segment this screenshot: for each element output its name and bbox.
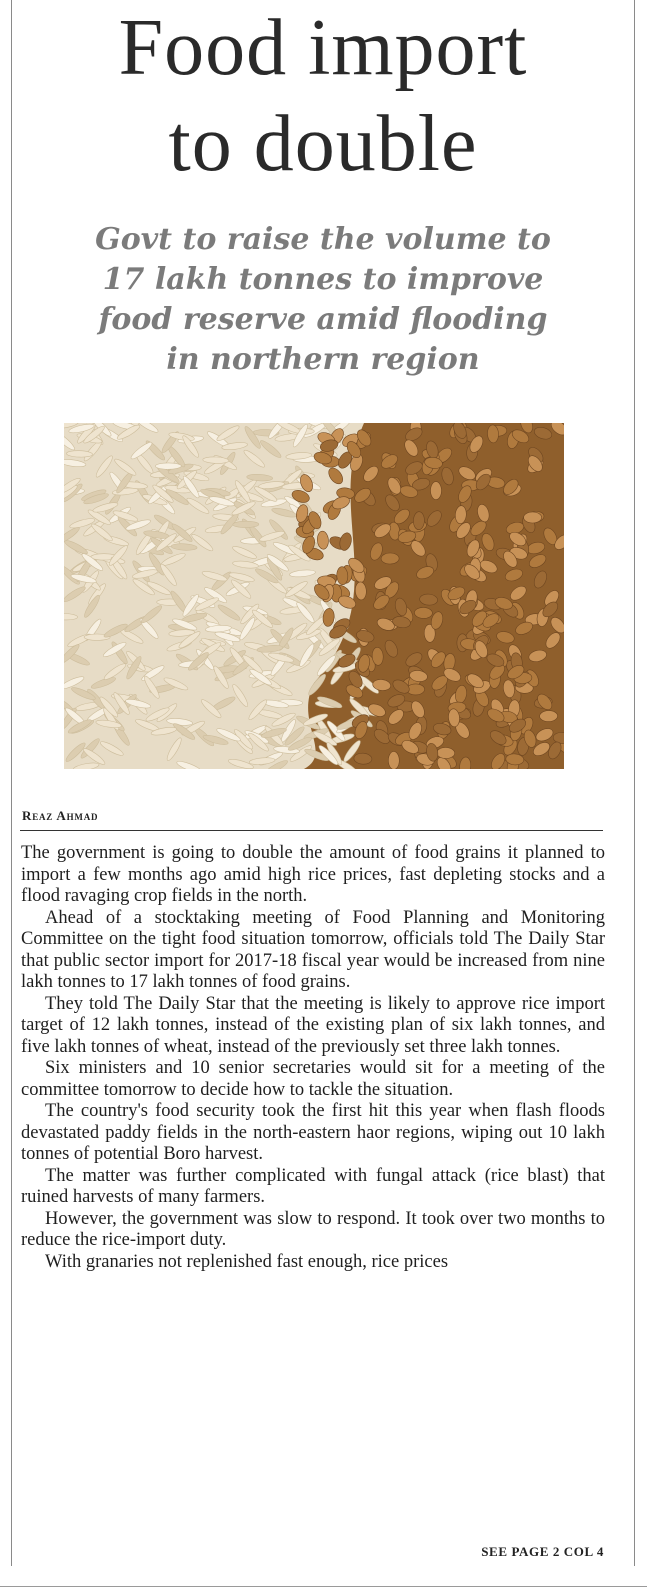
headline-line-1: Food import bbox=[118, 4, 528, 92]
headline bbox=[12, 0, 634, 192]
continuation-line[interactable]: SEE PAGE 2 COL 4 bbox=[481, 1544, 604, 1559]
grain-photo bbox=[64, 423, 564, 769]
byline: Reaz Ahmad bbox=[22, 808, 99, 823]
right-column-rule bbox=[634, 0, 635, 1566]
headline-line-2: to double bbox=[168, 100, 478, 188]
subheadline-line-2: 17 lakh tonnes to improve bbox=[102, 262, 544, 297]
paragraph: With granaries not replenished fast enough, rice prices bbox=[45, 1251, 449, 1272]
byline-rule bbox=[20, 830, 603, 831]
paragraph: Six ministers and 10 senior secretaries would sit for a meeting of the committee tomorrow to decide how to tackle the situation. bbox=[21, 1058, 605, 1100]
article-body bbox=[21, 843, 605, 1273]
bottom-rule bbox=[0, 1586, 647, 1587]
paragraph: The country's food security took the first hit this year when flash floods devastated paddy fields in the north-eastern haor regions, wiping out 10 lakh tonnes of potential Boro harvest. bbox=[21, 1101, 605, 1164]
subheadline-line-4: in northern region bbox=[166, 342, 480, 377]
subheadline-line-1: Govt to raise the volume to bbox=[95, 222, 551, 257]
subheadline bbox=[12, 220, 634, 380]
paragraph: They told The Daily Star that the meeting is likely to approve rice import target of 12 lakh tonnes, instead of the existing plan of six lakh tonnes, and five lakh tonnes of wheat, instead of the previously set three lakh tonnes. bbox=[21, 993, 605, 1057]
paragraph: The matter was further complicated with fungal attack (rice blast) that ruined harvests of many farmers. bbox=[21, 1165, 605, 1207]
paragraph: However, the government was slow to respond. It took over two months to reduce the rice-import duty. bbox=[21, 1208, 605, 1250]
paragraph: The government is going to double the amount of food grains it planned to import a few months ago amid high rice prices, fast depleting stocks and a flood ravaging crop fields in the north. bbox=[21, 843, 605, 906]
paragraph: Ahead of a stocktaking meeting of Food Planning and Monitoring Committee on the tight food situation tomorrow, officials told The Daily Star that public sector import for 2017-18 fiscal year would be increased from nine lakh tonnes to 17 lakh tonnes of food grains. bbox=[21, 907, 605, 992]
rice-wheat-image bbox=[64, 423, 564, 769]
subheadline-line-3: food reserve amid flooding bbox=[98, 302, 548, 337]
